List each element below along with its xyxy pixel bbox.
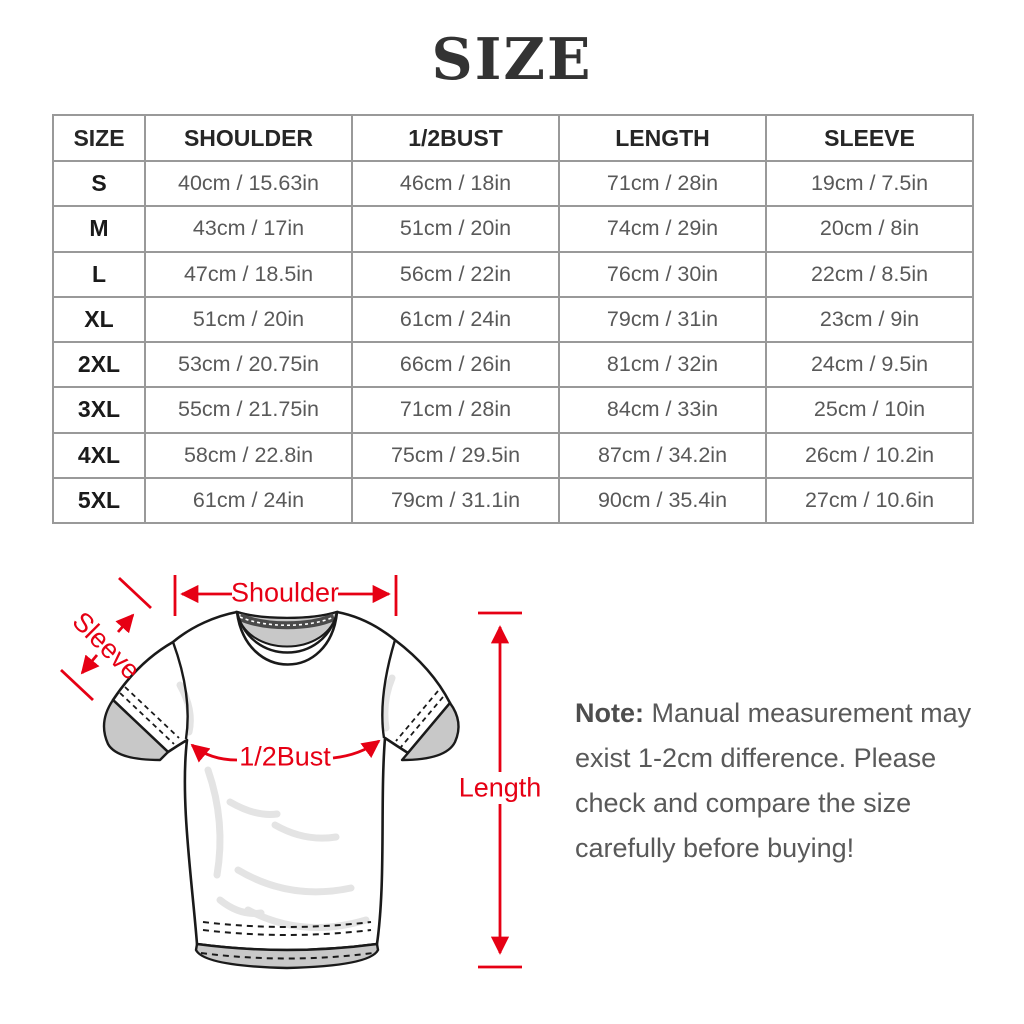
size-label: 2XL xyxy=(53,342,145,387)
bust-value: 66cm / 26in xyxy=(352,342,559,387)
size-label: 3XL xyxy=(53,387,145,432)
length-value: 76cm / 30in xyxy=(559,252,766,297)
sleeve-value: 26cm / 10.2in xyxy=(766,433,973,478)
header-cell-length: LENGTH xyxy=(559,115,766,161)
sleeve-value: 20cm / 8in xyxy=(766,206,973,251)
length-value: 84cm / 33in xyxy=(559,387,766,432)
sleeve-value: 22cm / 8.5in xyxy=(766,252,973,297)
note-line: check and compare the size xyxy=(575,788,912,818)
shoulder-value: 53cm / 20.75in xyxy=(145,342,352,387)
shoulder-value: 55cm / 21.75in xyxy=(145,387,352,432)
note-line: exist 1-2cm difference. Please xyxy=(575,743,937,773)
note-line xyxy=(575,691,995,736)
shoulder-value: 61cm / 24in xyxy=(145,478,352,523)
length-value: 90cm / 35.4in xyxy=(559,478,766,523)
size-table xyxy=(52,114,974,524)
header-cell-size: SIZE xyxy=(53,115,145,161)
note-text: Manual measurement may xyxy=(651,698,972,728)
table-row-5xl xyxy=(53,478,973,523)
note-prefix: Note: xyxy=(575,698,644,728)
page-title: SIZE xyxy=(431,26,593,93)
table-row-3xl xyxy=(53,387,973,432)
size-label: S xyxy=(53,161,145,206)
shoulder-value: 51cm / 20in xyxy=(145,297,352,342)
table-row-4xl xyxy=(53,433,973,478)
sleeve-value: 19cm / 7.5in xyxy=(766,161,973,206)
table-row-xl xyxy=(53,297,973,342)
size-label: 4XL xyxy=(53,433,145,478)
tshirt-outline xyxy=(104,612,459,968)
sleeve-value: 24cm / 9.5in xyxy=(766,342,973,387)
bust-value: 79cm / 31.1in xyxy=(352,478,559,523)
bust-label: 1/2Bust xyxy=(239,741,331,772)
length-value: 79cm / 31in xyxy=(559,297,766,342)
length-value: 74cm / 29in xyxy=(559,206,766,251)
sleeve-label: Sleeve xyxy=(66,605,147,686)
sleeve-value: 25cm / 10in xyxy=(766,387,973,432)
size-label: XL xyxy=(53,297,145,342)
length-label: Length xyxy=(458,772,542,803)
table-row-m xyxy=(53,206,973,251)
length-value: 87cm / 34.2in xyxy=(559,433,766,478)
size-label: 5XL xyxy=(53,478,145,523)
header-cell-shoulder: SHOULDER xyxy=(145,115,352,161)
sleeve-value: 27cm / 10.6in xyxy=(766,478,973,523)
bust-value: 61cm / 24in xyxy=(352,297,559,342)
measurement-note xyxy=(575,691,995,871)
note-line: carefully before buying! xyxy=(575,833,855,863)
table-header-row xyxy=(53,115,973,161)
table-row-2xl xyxy=(53,342,973,387)
bust-value: 46cm / 18in xyxy=(352,161,559,206)
shoulder-value: 47cm / 18.5in xyxy=(145,252,352,297)
bust-value: 75cm / 29.5in xyxy=(352,433,559,478)
bust-value: 56cm / 22in xyxy=(352,252,559,297)
size-label: M xyxy=(53,206,145,251)
measurement-diagram xyxy=(40,570,620,1020)
bust-value: 71cm / 28in xyxy=(352,387,559,432)
sleeve-value: 23cm / 9in xyxy=(766,297,973,342)
table-row-s xyxy=(53,161,973,206)
header-cell-sleeve: SLEEVE xyxy=(766,115,973,161)
shoulder-value: 58cm / 22.8in xyxy=(145,433,352,478)
bust-value: 51cm / 20in xyxy=(352,206,559,251)
table-row-l xyxy=(53,252,973,297)
shoulder-value: 43cm / 17in xyxy=(145,206,352,251)
size-label: L xyxy=(53,252,145,297)
header-cell-bust: 1/2BUST xyxy=(352,115,559,161)
shoulder-label: Shoulder xyxy=(230,577,340,608)
length-value: 81cm / 32in xyxy=(559,342,766,387)
length-value: 71cm / 28in xyxy=(559,161,766,206)
shoulder-value: 40cm / 15.63in xyxy=(145,161,352,206)
